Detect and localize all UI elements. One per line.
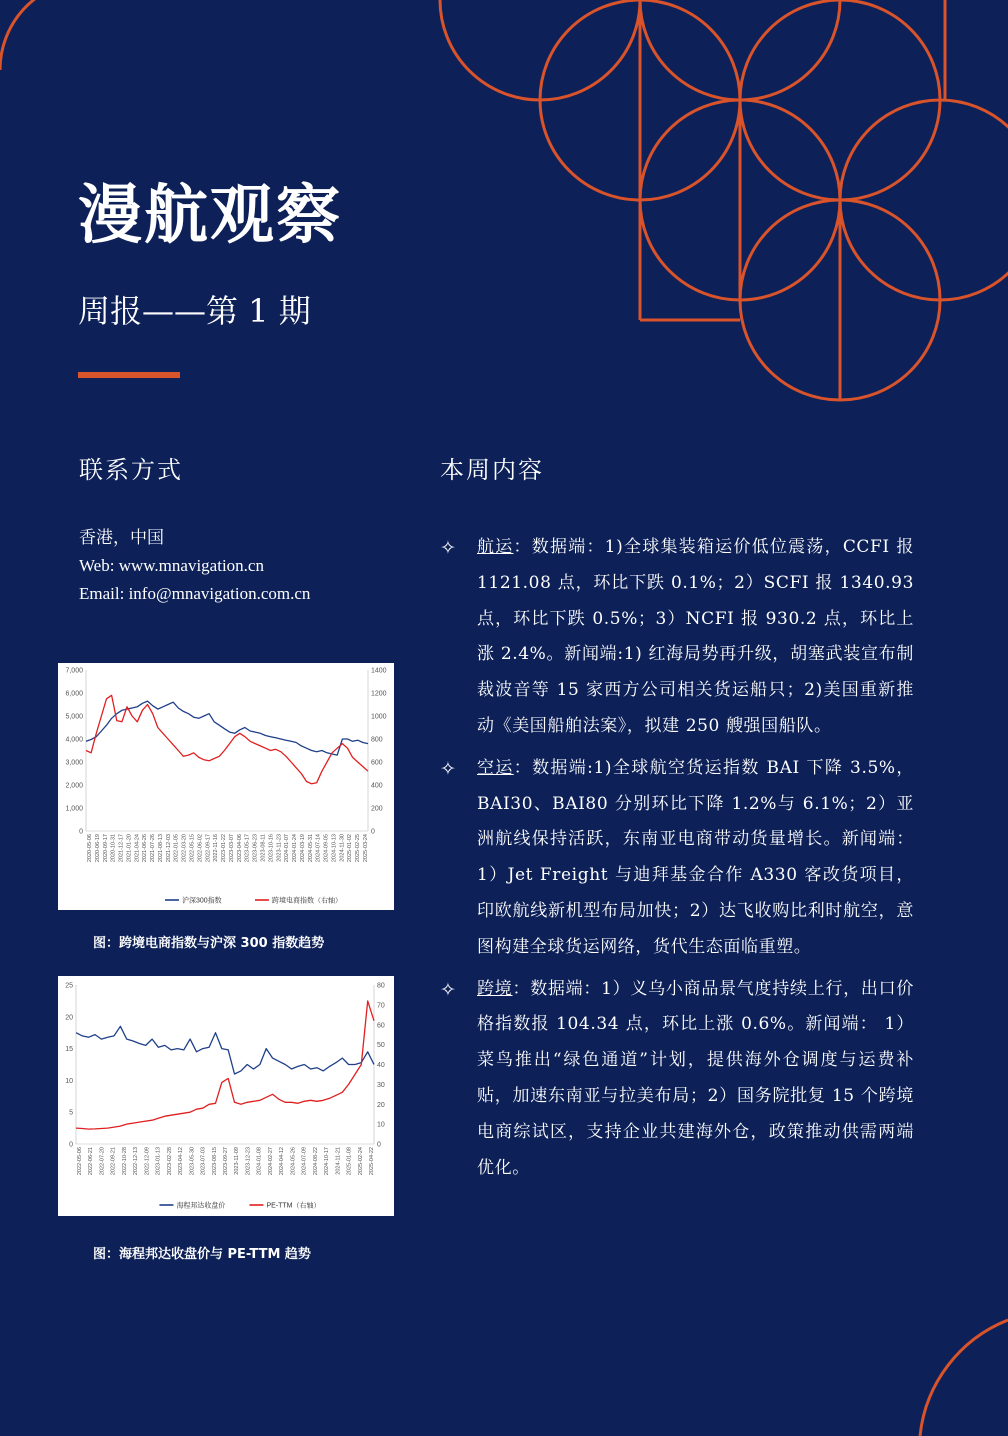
x-tick-label: 2025-01-02 — [347, 834, 354, 863]
x-tick-label: 2022-07-20 — [99, 1147, 106, 1176]
x-tick-label: 2022-03-20 — [181, 834, 188, 863]
x-tick-label: 2024-01-24 — [292, 834, 299, 863]
y-tick-label-right: 60 — [377, 1022, 385, 1030]
y-tick-label-left: 0 — [79, 828, 83, 836]
x-tick-label: 2025-02-24 — [357, 1147, 364, 1176]
y-tick-label-right: 200 — [371, 805, 383, 813]
item-label: 航运 — [477, 537, 514, 557]
list-item — [440, 972, 914, 1187]
contact-location: 香港，中国 — [79, 528, 164, 547]
x-tick-label: 2021-12-17 — [118, 834, 125, 863]
weekly-content-list — [440, 530, 914, 1192]
y-tick-label-left: 2,000 — [65, 782, 83, 790]
series-line-0 — [76, 1026, 374, 1074]
legend-label: PE-TTM（右轴） — [266, 1202, 321, 1210]
document-title: 漫航观察 — [78, 179, 342, 253]
x-tick-label: 2021-08-13 — [157, 834, 164, 863]
x-tick-label: 2020-06-19 — [94, 834, 101, 863]
x-tick-label: 2023-10-16 — [268, 834, 275, 863]
chart-caption-ecommerce: 图：跨境电商指数与沪深 300 指数趋势 — [93, 936, 325, 951]
x-tick-label: 2022-09-17 — [205, 834, 212, 863]
diamond-bullet-icon: ✧ — [440, 757, 456, 780]
y-tick-label-left: 1,000 — [65, 805, 83, 813]
x-tick-label: 2025-02-25 — [355, 834, 362, 863]
contact-block — [79, 524, 310, 608]
contact-web: Web: www.mnavigation.cn — [79, 556, 264, 575]
contact-email: Email: info@mnavigation.com.cn — [79, 584, 311, 603]
y-tick-label-left: 5 — [69, 1109, 73, 1117]
x-tick-label: 2022-05-15 — [189, 834, 196, 863]
y-tick-label-right: 1200 — [371, 690, 387, 698]
item-text: ：数据端：1)全球集装箱运价低位震荡，CCFI 报 1121.08 点，环比下跌 0.1%；2）SCFI 报 1340.93 点，环比下跌 0.5%；3）NCFI 报 930.2 点，环比上涨 2.4%。新闻端:1) 红海局势再升级，胡塞武装宣布制裁波音等 15 家西方公司相关货运船只；2)美国重新推动《美国船舶法案》，拟建 250 艘强国船队。 — [477, 537, 914, 736]
list-item — [440, 530, 914, 745]
item-label: 空运 — [477, 757, 514, 778]
x-tick-label: 2023-11-23 — [276, 834, 283, 862]
item-text: ：数据端：1）义乌小商品景气度持续上行，出口价格指数报 104.34 点，环比上涨 0.6%。新闻端： 1）菜鸟推出“绿色通道”计划，提供海外仓调度与运费补贴，加速东南亚与拉美布局；2）国务院批复 15 个跨境电商综试区，支持企业共建海外仓，政策推动供需两端优化。 — [477, 978, 914, 1178]
y-tick-label-right: 0 — [377, 1141, 381, 1149]
x-tick-label: 2023-09-27 — [223, 1147, 229, 1176]
x-tick-label: 2023-03-07 — [228, 834, 235, 863]
x-tick-label: 2022-09-21 — [110, 1147, 117, 1176]
y-tick-label-left: 7,000 — [65, 667, 83, 675]
y-tick-label-right: 400 — [371, 782, 383, 790]
x-tick-label: 2021-01-20 — [126, 834, 133, 863]
chart-caption-stock: 图：海程邦达收盘价与 PE-TTM 趋势 — [93, 1247, 311, 1262]
y-tick-label-right: 600 — [371, 759, 383, 767]
x-tick-label: 2023-08-11 — [260, 834, 267, 862]
y-tick-label-left: 25 — [65, 982, 73, 990]
x-tick-label: 2024-10-17 — [324, 1147, 331, 1176]
y-tick-label-right: 1400 — [371, 667, 387, 675]
x-tick-label: 2021-12-03 — [165, 834, 172, 863]
x-tick-label: 2023-05-30 — [189, 1147, 196, 1176]
y-tick-label-right: 80 — [377, 982, 385, 990]
x-tick-label: 2024-08-22 — [312, 1147, 319, 1176]
x-tick-label: 2023-04-12 — [178, 1147, 185, 1176]
x-tick-label: 2024-07-14 — [315, 834, 322, 863]
y-tick-label-right: 0 — [371, 828, 375, 836]
x-tick-label: 2024-05-31 — [307, 834, 314, 863]
legend-label: 海程邦达收盘价 — [176, 1202, 226, 1210]
x-tick-label: 2023-01-22 — [221, 834, 228, 863]
x-tick-label: 2023-01-13 — [155, 1147, 162, 1176]
content-heading: 本周内容 — [440, 456, 544, 484]
y-tick-label-right: 70 — [377, 1002, 385, 1010]
y-tick-label-left: 15 — [65, 1046, 73, 1054]
legend-label: 跨境电商指数（右轴） — [271, 897, 342, 905]
x-tick-label: 2021-06-26 — [142, 834, 149, 863]
x-tick-label: 2024-03-19 — [299, 834, 306, 863]
x-tick-label: 2022-12-13 — [133, 1147, 140, 1176]
y-tick-label-right: 10 — [377, 1121, 385, 1129]
x-tick-label: 2024-09-05 — [323, 834, 330, 863]
y-tick-label-right: 30 — [377, 1081, 385, 1089]
list-item — [440, 751, 914, 966]
chart-ecommerce-index — [58, 663, 394, 910]
x-tick-label: 2022-11-16 — [213, 834, 220, 862]
y-tick-label-left: 0 — [69, 1141, 73, 1149]
x-tick-label: 2024-04-12 — [279, 1147, 286, 1176]
y-tick-label-right: 50 — [377, 1042, 385, 1050]
y-tick-label-left: 5,000 — [65, 713, 83, 721]
x-tick-label: 2023-04-06 — [236, 834, 243, 863]
y-tick-label-left: 20 — [65, 1014, 73, 1022]
document-subtitle: 周报——第 1 期 — [78, 292, 311, 330]
x-tick-label: 2022-06-21 — [88, 1147, 95, 1176]
accent-bar — [78, 372, 180, 378]
contact-heading: 联系方式 — [79, 456, 183, 484]
y-tick-label-left: 6,000 — [65, 690, 83, 698]
diamond-bullet-icon: ✧ — [440, 537, 456, 559]
x-tick-label: 2022-12-09 — [144, 1147, 151, 1176]
x-tick-label: 2021-07-26 — [150, 834, 157, 863]
x-tick-label: 2024-01-07 — [284, 834, 291, 863]
x-tick-label: 2025-04-22 — [369, 1147, 375, 1176]
x-tick-label: 2024-07-09 — [301, 1147, 308, 1176]
chart-stock-pe — [58, 976, 394, 1216]
diamond-bullet-icon: ✧ — [440, 978, 456, 1001]
x-tick-label: 2022-10-28 — [121, 1147, 128, 1176]
x-tick-label: 2022-05-06 — [77, 1147, 83, 1176]
series-line-1 — [76, 1001, 374, 1129]
y-tick-label-right: 20 — [377, 1101, 385, 1109]
y-tick-label-right: 40 — [377, 1062, 385, 1069]
x-tick-label: 2025-01-08 — [346, 1147, 353, 1176]
y-tick-label-left: 4,000 — [65, 736, 83, 744]
item-text: ：数据端:1)全球航空货运指数 BAI 下降 3.5%，BAI30、BAI80 分别环比下降 1.2%与 6.1%；2）亚洲航线保持活跃，东南亚电商带动货量增长。新闻端：1）Jet Freight 与迪拜基金合作 A330 客改货项目，印欧航线新机型布局加快；2）达飞收购比利时航空，意图构建全球货运网络，货代生态面临重塑。 — [477, 757, 914, 957]
item-label: 跨境 — [477, 978, 513, 999]
x-tick-label: 2021-04-24 — [134, 834, 141, 863]
x-tick-label: 2023-12-23 — [245, 1147, 252, 1176]
y-tick-label-right: 800 — [371, 736, 383, 744]
x-tick-label: 2023-06-23 — [252, 834, 259, 863]
x-tick-label: 2023-11-09 — [234, 1147, 241, 1175]
x-tick-label: 2025-03-24 — [363, 834, 369, 863]
x-tick-label: 2024-11-30 — [339, 834, 346, 862]
x-tick-label: 2022-01-05 — [173, 834, 180, 863]
series-line-1 — [86, 695, 368, 784]
legend-label: 沪深300指数 — [181, 897, 222, 905]
x-tick-label: 2024-02-27 — [267, 1147, 274, 1176]
x-tick-label: 2023-08-15 — [211, 1147, 218, 1176]
x-tick-label: 2023-07-03 — [200, 1147, 207, 1176]
x-tick-label: 2024-01-08 — [256, 1147, 263, 1176]
y-tick-label-right: 1000 — [371, 713, 387, 721]
x-tick-label: 2024-11-21 — [335, 1147, 342, 1175]
x-tick-label: 2024-10-13 — [331, 834, 338, 863]
x-tick-label: 2024-05-26 — [290, 1147, 297, 1176]
x-tick-label: 2023-05-17 — [244, 834, 251, 863]
y-tick-label-left: 3,000 — [65, 759, 83, 767]
x-tick-label: 2020-10-31 — [110, 834, 117, 863]
x-tick-label: 2023-02-28 — [166, 1147, 173, 1176]
x-tick-label: 2022-06-02 — [197, 834, 204, 863]
x-tick-label: 2020-05-06 — [87, 834, 93, 863]
y-tick-label-left: 10 — [65, 1077, 73, 1085]
x-tick-label: 2020-09-17 — [102, 834, 109, 863]
